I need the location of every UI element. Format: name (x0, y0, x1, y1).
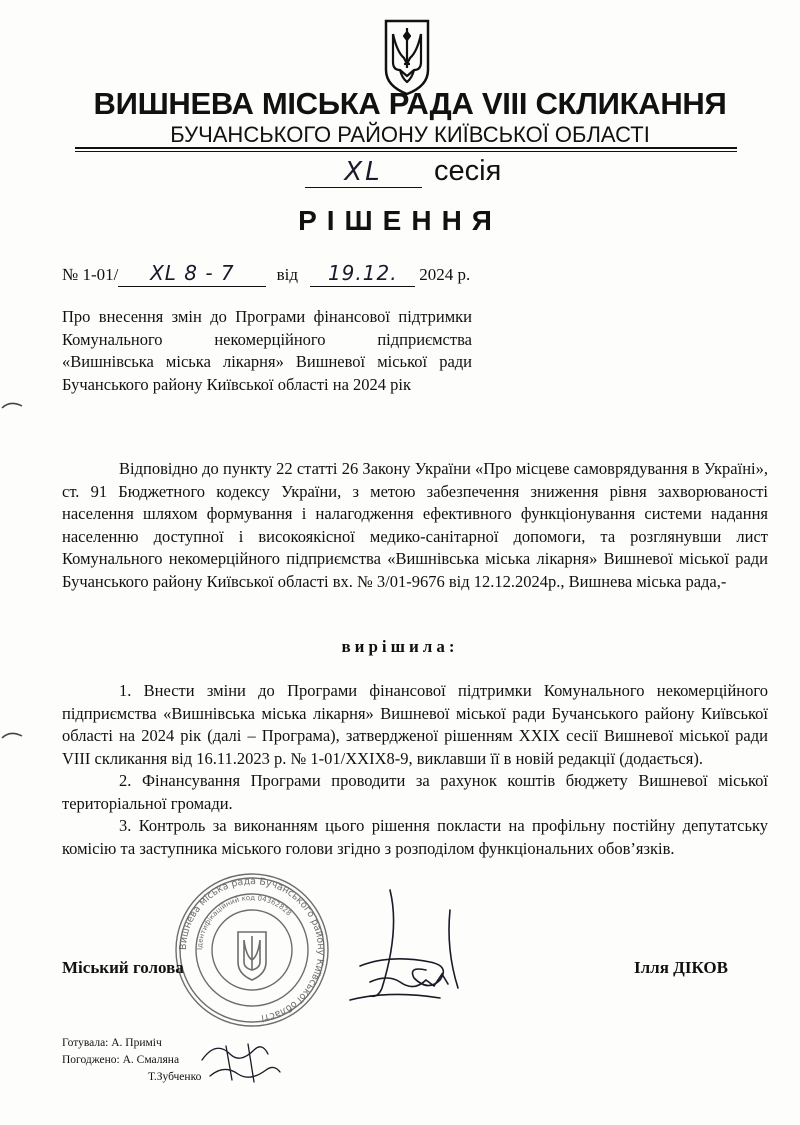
seal-text: Вишнева міська рада Бучанського району Київської області (177, 875, 327, 1024)
decision-year: 2024 р. (419, 265, 471, 284)
document-number-line (62, 260, 470, 288)
council-title: ВИШНЕВА МІСЬКА РАДА VIII СКЛИКАННЯ (93, 86, 727, 121)
decided-heading: вирішила: (341, 637, 459, 656)
seal-code: Ідентифікаційний код 04362828 (195, 893, 293, 951)
session-label: сесія (434, 155, 502, 187)
decision-items (62, 680, 768, 860)
number-prefix: № 1-01/ (62, 265, 119, 284)
prepared-by: Готувала: А. Приміч (62, 1037, 162, 1049)
mayor-name: Ілля ДІКОВ (634, 958, 728, 977)
mayor-title: Міський голова (62, 958, 184, 977)
header-divider (75, 147, 737, 149)
agreed-by-2: Т.Зубченко (148, 1071, 202, 1083)
session-line (305, 155, 501, 189)
decision-item-3: 3. Контроль за виконанням цього рішення покласти на профільну постійну депутатську комісію та заступника міського голови згідно з розподілом функціональних обов’язків. (62, 816, 768, 858)
decision-subject: Про внесення змін до Програми фінансової підтримки Комунального некомерційного підприємства «Вишнівська міська лікарня» Вишневої міської ради Бучанського району Київської області на 2024 рік (62, 307, 472, 394)
from-label: від (276, 265, 299, 284)
initials-scribble-icon (196, 1030, 286, 1090)
decision-date: 19.12. (310, 260, 415, 287)
decision-item-2: 2. Фінансування Програми проводити за рахунок коштів бюджету Вишневої міської територіальної громади. (62, 771, 768, 813)
official-round-seal-icon (172, 870, 332, 1030)
decision-number: XL 8 - 7 (118, 260, 266, 287)
margin-mark-icon (0, 728, 26, 742)
session-number: XL (305, 157, 422, 188)
agreed-by: Погоджено: А. Смаляна (62, 1054, 180, 1066)
decision-item-1: 1. Внести зміни до Програми фінансової підтримки Комунального некомерційного підприємства «Вишнівська міська лікарня» Вишневої міської ради Бучанського району Київської області на 2024 рік (далі – Програма), затвердженої рішенням XXIX сесії Вишневої міської ради VIII скликання від 16.11.2023 р. № 1-01/XXIX8-9, виклавши її в новій редакції (додається). (62, 681, 768, 768)
district-subtitle: БУЧАНСЬКОГО РАЙОНУ КИЇВСЬКОЇ ОБЛАСТІ (170, 122, 650, 147)
header-divider-thin (75, 151, 737, 152)
preamble-paragraph: Відповідно до пункту 22 статті 26 Закону України «Про місцеве самоврядування в Україні», ст. 91 Бюджетного кодексу України, з метою забезпечення зниження рівня захворюваності населення шляхом формування і налагодження ефективного функціонування системи надання населенню доступної і високоякісної медико-санітарної допомоги, та розглянувши лист Комунального некомерційного підприємства «Вишнівська міська лікарня» Вишневої міської ради Бучанського району Київської області вх. № 3/01-9676 від 12.12.2024р., Вишнева міська рада,- (62, 459, 768, 591)
handwritten-signature-icon (330, 870, 500, 1010)
document-title: РІШЕННЯ (298, 205, 502, 236)
trident-coat-of-arms-icon (382, 18, 432, 96)
margin-mark-icon (0, 398, 26, 412)
